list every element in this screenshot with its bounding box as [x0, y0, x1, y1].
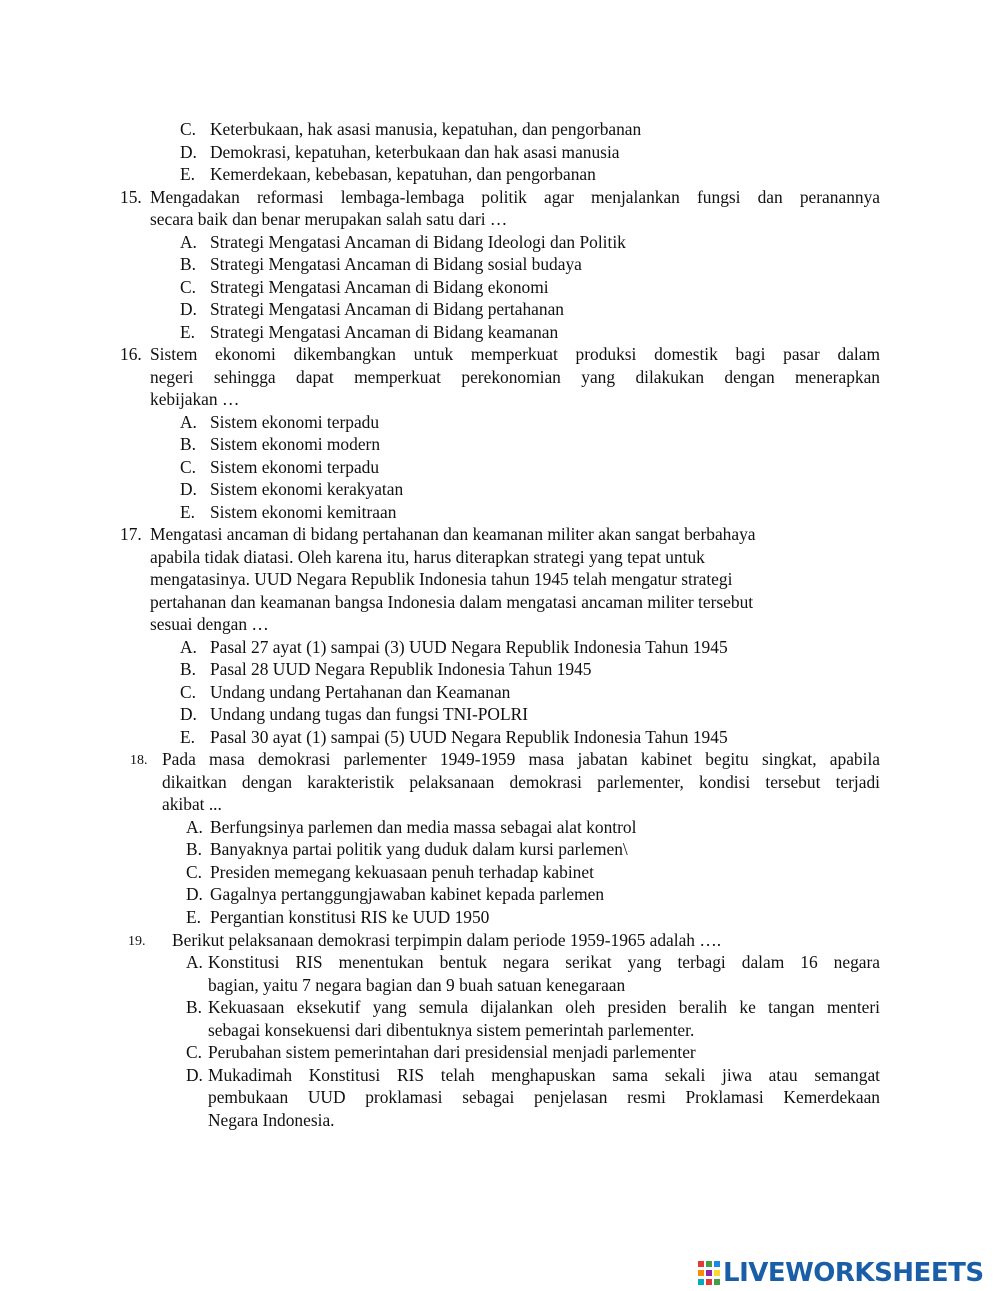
- option-letter: A.: [186, 952, 203, 972]
- liveworksheets-brand-text: LIVEWORKSHEETS: [723, 1258, 984, 1288]
- option-letter: A.: [180, 232, 197, 252]
- option-text: Banyaknya partai politik yang duduk dalam kursi parlemen\: [210, 839, 628, 859]
- question-number: 16.: [120, 344, 142, 364]
- option-letter: D.: [180, 704, 197, 724]
- question-stem-line: secara baik dan benar merupakan salah satu dari …: [150, 209, 508, 229]
- option-letter: D.: [180, 479, 197, 499]
- question-stem-line: Berikut pelaksanaan demokrasi terpimpin dalam periode 1959-1965 adalah ….: [172, 930, 722, 950]
- question-number: 15.: [120, 187, 142, 207]
- option-text: Pasal 28 UUD Negara Republik Indonesia Tahun 1945: [210, 659, 592, 679]
- question-stem-line: kebijakan …: [150, 389, 240, 409]
- option-text-line: Negara Indonesia.: [208, 1110, 335, 1130]
- option-letter: B.: [180, 659, 196, 679]
- option-letter: C.: [186, 862, 202, 882]
- option-text: Sistem ekonomi terpadu: [210, 412, 380, 432]
- option-letter: E.: [180, 502, 195, 522]
- question-stem-line: Sistem ekonomi dikembangkan untuk memperkuat produksi domestik bagi pasar dalam: [150, 344, 880, 364]
- option-letter: C.: [186, 1042, 202, 1062]
- option-letter: A.: [180, 412, 197, 432]
- option-text-line: Mukadimah Konstitusi RIS telah menghapuskan sama sekali jiwa atau semangat: [208, 1065, 880, 1085]
- option-text-line: pembukaan UUD proklamasi sebagai penjelasan resmi Proklamasi Kemerdekaan: [208, 1087, 880, 1107]
- option-letter: A.: [186, 817, 203, 837]
- option-letter: E.: [180, 322, 195, 342]
- question-number: 17.: [120, 524, 142, 544]
- question-stem-line: negeri sehingga dapat memperkuat perekonomian yang dilakukan dengan menerapkan: [150, 367, 880, 387]
- option-text: Sistem ekonomi modern: [210, 434, 381, 454]
- option-text: Kemerdekaan, kebebasan, kepatuhan, dan pengorbanan: [210, 164, 596, 184]
- option-text-line: Kekuasaan eksekutif yang semula dijalankan oleh presiden beralih ke tangan menteri: [208, 997, 880, 1017]
- option-text: Pergantian konstitusi RIS ke UUD 1950: [210, 907, 490, 927]
- option-letter: C.: [180, 682, 196, 702]
- option-text: Demokrasi, kepatuhan, keterbukaan dan hak asasi manusia: [210, 142, 620, 162]
- option-text: Presiden memegang kekuasaan penuh terhadap kabinet: [210, 862, 594, 882]
- option-letter: E.: [186, 907, 201, 927]
- option-letter: A.: [180, 637, 197, 657]
- option-text: Strategi Mengatasi Ancaman di Bidang Ideologi dan Politik: [210, 232, 626, 252]
- option-text: Sistem ekonomi terpadu: [210, 457, 380, 477]
- option-letter: C.: [180, 119, 196, 139]
- question-stem-line: akibat ...: [162, 794, 222, 814]
- option-text-line: Konstitusi RIS menentukan bentuk negara serikat yang terbagi dalam 16 negara: [208, 952, 880, 972]
- option-text-line: Perubahan sistem pemerintahan dari presidensial menjadi parlementer: [208, 1042, 696, 1062]
- question-stem-line: dikaitkan dengan karakteristik pelaksanaan demokrasi parlementer, kondisi tersebut terjadi: [162, 772, 880, 792]
- option-text: Keterbukaan, hak asasi manusia, kepatuhan, dan pengorbanan: [210, 119, 642, 139]
- option-text: Pasal 27 ayat (1) sampai (3) UUD Negara Republik Indonesia Tahun 1945: [210, 637, 728, 657]
- option-letter: D.: [186, 884, 203, 904]
- question-stem-line: Pada masa demokrasi parlementer 1949-1959 masa jabatan kabinet begitu singkat, apabila: [162, 749, 880, 769]
- option-text: Strategi Mengatasi Ancaman di Bidang sosial budaya: [210, 254, 582, 274]
- option-letter: B.: [180, 254, 196, 274]
- option-letter: B.: [186, 997, 202, 1017]
- option-letter: B.: [186, 839, 202, 859]
- question-stem-line: Mengatasi ancaman di bidang pertahanan dan keamanan militer akan sangat berbahaya: [150, 524, 756, 544]
- question-stem-line: mengatasinya. UUD Negara Republik Indonesia tahun 1945 telah mengatur strategi: [150, 569, 733, 589]
- option-letter: E.: [180, 727, 195, 747]
- question-stem-line: pertahanan dan keamanan bangsa Indonesia dalam mengatasi ancaman militer tersebut: [150, 592, 754, 612]
- option-text: Strategi Mengatasi Ancaman di Bidang keamanan: [210, 322, 559, 342]
- question-number: 19.: [128, 934, 146, 949]
- option-letter: E.: [180, 164, 195, 184]
- question-stem-line: Mengadakan reformasi lembaga-lembaga politik agar menjalankan fungsi dan peranannya: [150, 187, 880, 207]
- option-text-line: sebagai konsekuensi dari dibentuknya sistem pemerintah parlementer.: [208, 1020, 695, 1040]
- question-number: 18.: [130, 753, 148, 768]
- question-stem-line: apabila tidak diatasi. Oleh karena itu, harus diterapkan strategi yang tepat untuk: [150, 547, 705, 567]
- option-letter: C.: [180, 277, 196, 297]
- question-stem-line: sesuai dengan …: [150, 614, 269, 634]
- option-text: Undang undang tugas dan fungsi TNI-POLRI: [210, 704, 528, 724]
- option-letter: D.: [180, 299, 197, 319]
- liveworksheets-logo[interactable]: [698, 1257, 984, 1289]
- option-text: Pasal 30 ayat (1) sampai (5) UUD Negara Republik Indonesia Tahun 1945: [210, 727, 728, 747]
- option-letter: B.: [180, 434, 196, 454]
- option-letter: C.: [180, 457, 196, 477]
- option-text: Sistem ekonomi kemitraan: [210, 502, 397, 522]
- option-text: Undang undang Pertahanan dan Keamanan: [210, 682, 511, 702]
- option-text: Strategi Mengatasi Ancaman di Bidang pertahanan: [210, 299, 564, 319]
- option-text-line: bagian, yaitu 7 negara bagian dan 9 buah satuan kenegaraan: [208, 975, 626, 995]
- option-text: Berfungsinya parlemen dan media massa sebagai alat kontrol: [210, 817, 637, 837]
- option-text: Gagalnya pertanggungjawaban kabinet kepada parlemen: [210, 884, 605, 904]
- option-letter: D.: [186, 1065, 203, 1085]
- option-text: Sistem ekonomi kerakyatan: [210, 479, 404, 499]
- liveworksheets-logo-icon: [698, 1261, 720, 1285]
- option-letter: D.: [180, 142, 197, 162]
- option-text: Strategi Mengatasi Ancaman di Bidang ekonomi: [210, 277, 549, 297]
